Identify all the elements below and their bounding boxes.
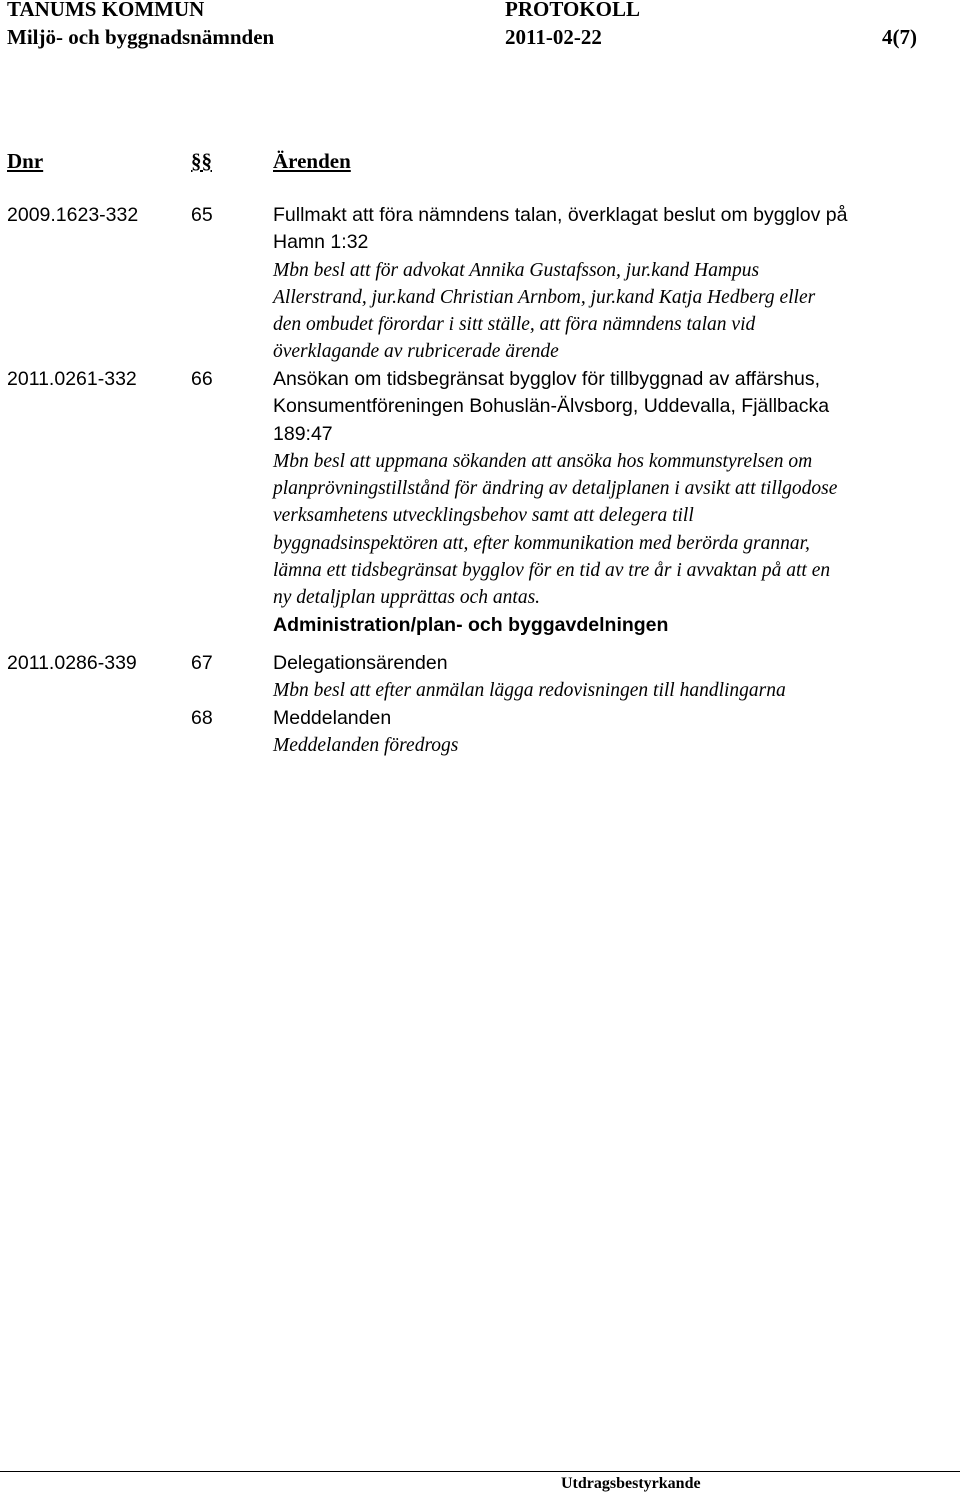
- entry-decision-line: överklagande av rubricerade ärende: [273, 341, 559, 363]
- organisation-name: TANUMS KOMMUN: [7, 0, 205, 21]
- entry-department: Administration/plan- och byggavdelningen: [273, 613, 669, 636]
- entry-decision-line: Mbn besl att efter anmälan lägga redovisningen till handlingarna: [273, 680, 786, 702]
- entry-title-line: 189:47: [273, 422, 333, 445]
- entry-number: 66: [191, 368, 213, 390]
- entry-dnr: 2009.1623-332: [7, 204, 139, 226]
- page-number: 4(7): [882, 25, 917, 49]
- signature-line: [0, 1471, 960, 1472]
- entry-dnr: 2011.0261-332: [7, 368, 137, 390]
- entry-title-line: Fullmakt att föra nämndens talan, överklagat beslut om bygglov på: [273, 204, 848, 226]
- entry-decision-line: byggnadsinspektören att, efter kommunikation med berörda grannar,: [273, 532, 810, 554]
- entry-decision-line: Allerstrand, jur.kand Christian Arnbom, jur.kand Katja Hedberg eller: [273, 286, 816, 308]
- entry-title-line: Meddelanden: [273, 707, 392, 729]
- entry-title-line: Ansökan om tidsbegränsat bygglov för tillbyggnad av affärshus,: [273, 368, 821, 390]
- entry-body: [273, 705, 958, 760]
- entry-decision-line: lämna ett tidsbegränsat bygglov för en tid av tre år i avvaktan på att en: [273, 560, 831, 582]
- committee-name: Miljö- och byggnadsnämnden: [7, 25, 275, 49]
- entry-decision-line: planprövningstillstånd för ändring av detaljplanen i avsikt att tillgodose: [273, 478, 838, 500]
- entry-title-line: Delegationsärenden: [273, 652, 448, 674]
- entry-title-line: Konsumentföreningen Bohuslän-Älvsborg, Uddevalla, Fjällbacka: [273, 395, 830, 418]
- entry-decision-line: Mbn besl att uppmana sökanden att ansöka hos kommunstyrelsen om: [273, 450, 813, 472]
- meeting-date: 2011-02-22: [505, 25, 602, 49]
- entry-decision-line: den ombudet förordar i sitt ställe, att föra nämndens talan vid: [273, 314, 756, 336]
- entry-decision-line: Meddelanden föredrogs: [273, 735, 459, 757]
- signature-label: Utdragsbestyrkande: [561, 1475, 701, 1492]
- document-type: PROTOKOLL: [505, 0, 640, 21]
- entry-number: 65: [191, 204, 213, 226]
- entry-body: [273, 650, 958, 705]
- entry-decision-line: Mbn besl att för advokat Annika Gustafsson, jur.kand Hampus: [273, 259, 760, 281]
- entry-decision-line: ny detaljplan upprättas och antas.: [273, 587, 541, 609]
- column-heading-matters: Ärenden: [273, 149, 351, 173]
- entry-title-line: Hamn 1:32: [273, 231, 369, 254]
- entry-body: [273, 366, 958, 639]
- entry-dnr: 2011.0286-339: [7, 652, 137, 674]
- entry-number: 67: [191, 652, 213, 674]
- column-heading-dnr: Dnr: [7, 149, 44, 173]
- entry-body: [273, 202, 958, 366]
- entry-decision-line: verksamhetens utvecklingsbehov samt att delegera till: [273, 505, 694, 527]
- entry-number: 68: [191, 707, 213, 729]
- column-heading-paragraph: §§: [191, 149, 212, 173]
